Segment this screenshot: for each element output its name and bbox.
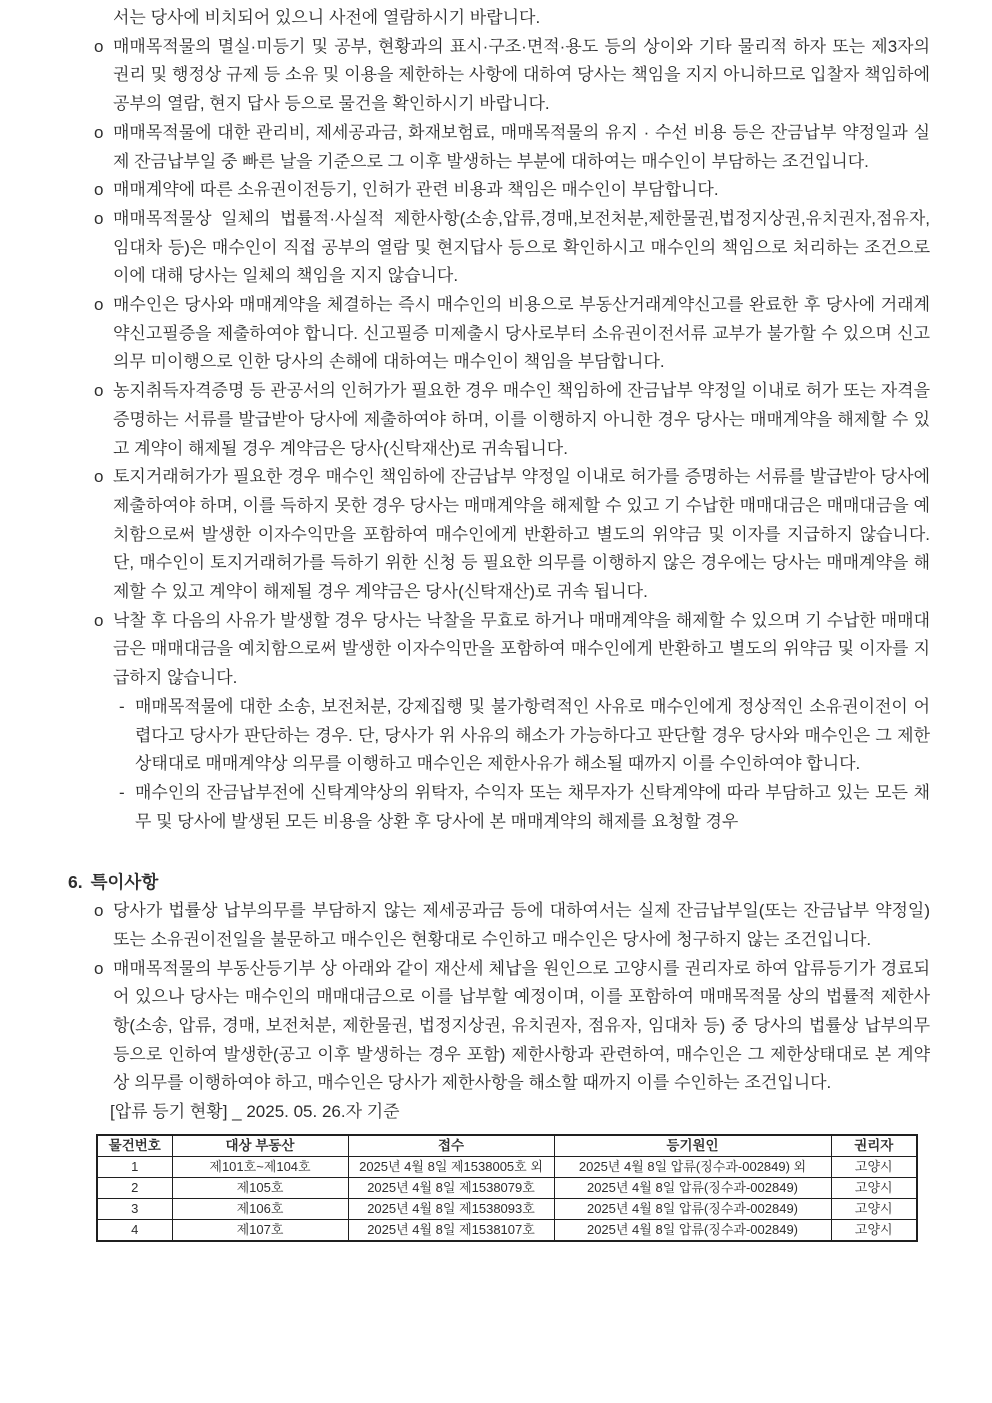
col-header-item-number: 물건번호	[97, 1135, 172, 1157]
col-header-registration-cause: 등기원인	[554, 1135, 831, 1157]
bullet-marker: o	[94, 208, 104, 228]
table-cell: 고양시	[831, 1156, 917, 1177]
table-cell: 2025년 4월 8일 제1538005호 외	[348, 1156, 554, 1177]
term-text: 당사가 법률상 납부의무를 부담하지 않는 제세공과금 등에 대하여서는 실제 잔금납부일(또는 잔금납부 약정일) 또는 소유권이전일을 불문하고 매수인은 현황대로 수인하고 매수인은 당사에 청구하지 않는 조건입니다.	[113, 901, 930, 949]
table-cell: 2025년 4월 8일 압류(징수과-002849)	[554, 1219, 831, 1241]
table-cell: 2025년 4월 8일 압류(징수과-002849) 외	[554, 1156, 831, 1177]
term-text: 매매목적물의 멸실·미등기 및 공부, 현황과의 표시·구조·면적·용도 등의 상이와 기타 물리적 하자 또는 제3자의 권리 및 행정상 규제 등 소유 및 이용을 제한하는 사항에 대하여 당사는 책임을 지지 아니하므로 입찰자 책임하에 공부의 열람, 현지 답사 등으로 물건을 확인하시기 바랍니다.	[113, 36, 930, 114]
seizure-registry-table-wrap	[96, 1134, 930, 1242]
table-cell: 고양시	[831, 1219, 917, 1241]
sub-term-item	[119, 693, 930, 779]
term-item	[92, 291, 930, 377]
bullet-marker: o	[94, 122, 104, 142]
term-item	[92, 897, 930, 954]
general-terms-list	[0, 33, 930, 837]
table-row	[97, 1198, 917, 1219]
term-item	[92, 205, 930, 291]
term-text: 매매목적물상 일체의 법률적·사실적 제한사항(소송,압류,경매,보전처분,제한물권,법정지상권,유치권자,점유자,임대차 등)은 매수인이 직접 공부의 열람 및 현지답사 등으로 확인하시고 매수인의 책임으로 처리하는 조건으로 이에 대해 당사는 일체의 책임을 지지 않습니다.	[113, 208, 930, 286]
term-text: 매매계약에 따른 소유권이전등기, 인허가 관련 비용과 책임은 매수인이 부담합니다.	[113, 180, 719, 200]
bullet-marker: o	[94, 958, 104, 978]
dash-marker: -	[119, 696, 125, 716]
table-cell: 고양시	[831, 1198, 917, 1219]
term-item	[92, 176, 930, 205]
section-6-heading	[68, 868, 930, 897]
table-cell: 고양시	[831, 1177, 917, 1198]
term-text: 농지취득자격증명 등 관공서의 인허가가 필요한 경우 매수인 책임하에 잔금납부 약정일 이내로 허가 또는 자격을 증명하는 서류를 발급받아 당사에 제출하여야 하며, 이를 이행하지 아니한 경우 당사는 매매계약을 해제할 수 있고 계약이 해제될 경우 계약금은 당사(신탁재산)로 귀속됩니다.	[113, 381, 930, 458]
intro-continuation-text: 서는 당사에 비치되어 있으니 사전에 열람하시기 바랍니다.	[113, 8, 541, 27]
bullet-marker: o	[94, 180, 104, 200]
table-cell: 제106호	[172, 1198, 348, 1219]
table-cell: 1	[97, 1156, 172, 1177]
term-text: 매매목적물에 대한 관리비, 제세공과금, 화재보험료, 매매목적물의 유지 · 수선 비용 등은 잔금납부 약정일과 실제 잔금납부일 중 빠른 날을 기준으로 그 이후 발생하는 부분에 대하여는 매수인이 부담하는 조건입니다.	[113, 122, 930, 171]
term-text: 매매목적물의 부동산등기부 상 아래와 같이 재산세 체납을 원인으로 고양시를 권리자로 하여 압류등기가 경료되어 있으나 당사는 매수인의 매매대금으로 이를 납부할 예정이며, 이를 포함하여 매매목적물 상의 법률적 제한사항(소송, 압류, 경매, 보전처분, 제한물권, 법정지상권, 유치권자, 점유자, 임대차 등) 중 당사의 법률상 납부의무 등으로 인하여 발생한(공고 이후 발생하는 경우 포함) 제한사항과 관련하여, 매수인은 그 제한상태대로 본 계약 상 의무를 이행하여야 하고, 매수인은 당사가 제한사항을 해소할 때까지 이를 수인하는 조건입니다.	[113, 958, 930, 1093]
bullet-marker: o	[94, 610, 104, 630]
term-item	[92, 33, 930, 119]
term-text: 매수인은 당사와 매매계약을 체결하는 즉시 매수인의 비용으로 부동산거래계약신고를 완료한 후 당사에 거래계약신고필증을 제출하여야 합니다. 신고필증 미제출시 당사로부터 소유권이전서류 교부가 불가할 수 있으며 신고의무 미이행으로 인한 당사의 손해에 대하여는 매수인이 책임을 부담합니다.	[113, 295, 930, 372]
table-cell: 2025년 4월 8일 압류(징수과-002849)	[554, 1198, 831, 1219]
table-cell: 4	[97, 1219, 172, 1241]
table-cell: 2025년 4월 8일 제1538079호	[348, 1177, 554, 1198]
dash-marker: -	[119, 782, 125, 802]
sub-term-item	[119, 779, 930, 836]
col-header-property: 대상 부동산	[172, 1135, 348, 1157]
table-cell: 3	[97, 1198, 172, 1219]
table-cell: 2025년 4월 8일 압류(징수과-002849)	[554, 1177, 831, 1198]
term-item	[92, 955, 930, 1099]
section-number: 6.	[68, 872, 83, 893]
bullet-marker: o	[94, 901, 104, 921]
term-item	[92, 119, 930, 176]
seizure-registry-table	[96, 1134, 918, 1242]
term-item	[92, 377, 930, 463]
attachment-table-caption: [압류 등기 현황] _ 2025. 05. 26.자 기준	[110, 1102, 400, 1122]
table-row	[97, 1177, 917, 1198]
section-title: 특이사항	[90, 872, 159, 893]
table-row	[97, 1219, 917, 1241]
sub-term-text: 매수인의 잔금납부전에 신탁계약상의 위탁자, 수익자 또는 채무자가 신탁계약에 따라 부담하고 있는 모든 채무 및 당사에 발생된 모든 비용을 상환 후 당사에 본 매매계약의 해제를 요청할 경우	[135, 782, 930, 831]
col-header-rightholder: 권리자	[831, 1135, 917, 1157]
term-item	[92, 463, 930, 607]
bullet-marker: o	[94, 381, 104, 401]
table-cell: 제107호	[172, 1219, 348, 1241]
table-header-row	[97, 1135, 917, 1157]
table-cell: 2025년 4월 8일 제1538107호	[348, 1219, 554, 1241]
table-cell: 2	[97, 1177, 172, 1198]
term-text: 토지거래허가가 필요한 경우 매수인 책임하에 잔금납부 약정일 이내로 허가를 증명하는 서류를 발급받아 당사에 제출하여야 하며, 이를 득하지 못한 경우 당사는 매매계약을 해제할 수 있고 기 수납한 매매대금은 매매대금을 예치함으로써 발생한 이자수익만을 포함하여 매수인에게 반환하고 별도의 위약금 및 이자를 지급하지 않습니다. 단, 매수인이 토지거래허가를 득하기 위한 신청 등 필요한 의무를 이행하지 않은 경우에는 당사는 매매계약을 해제할 수 있고 계약이 해제될 경우 계약금은 당사(신탁재산)로 귀속 됩니다.	[113, 467, 930, 602]
sub-term-text: 매매목적물에 대한 소송, 보전처분, 강제집행 및 불가항력적인 사유로 매수인에게 정상적인 소유권이전이 어렵다고 당사가 판단하는 경우. 단, 당사가 위 사유의 해소가 가능하다고 판단할 경우 당사와 매수인은 그 제한상태대로 매매계약상 의무를 이행하고 매수인은 제한사유가 해소될 때까지 이를 수인하여야 합니다.	[135, 696, 930, 774]
term-text: 낙찰 후 다음의 사유가 발생할 경우 당사는 낙찰을 무효로 하거나 매매계약을 해제할 수 있으며 기 수납한 매매대금은 매매대금을 예치함으로써 발생한 이자수익만을 포함하여 매수인에게 반환하고 별도의 위약금 및 이자를 지급하지 않습니다.	[113, 610, 930, 688]
bullet-marker: o	[94, 467, 104, 487]
col-header-receipt: 접수	[348, 1135, 554, 1157]
bullet-marker: o	[94, 295, 104, 315]
table-cell: 제105호	[172, 1177, 348, 1198]
table-cell: 제101호~제104호	[172, 1156, 348, 1177]
table-cell: 2025년 4월 8일 제1538093호	[348, 1198, 554, 1219]
special-terms-list	[0, 897, 930, 1098]
bullet-marker: o	[94, 36, 104, 56]
term-item	[92, 607, 930, 837]
table-row	[97, 1156, 917, 1177]
